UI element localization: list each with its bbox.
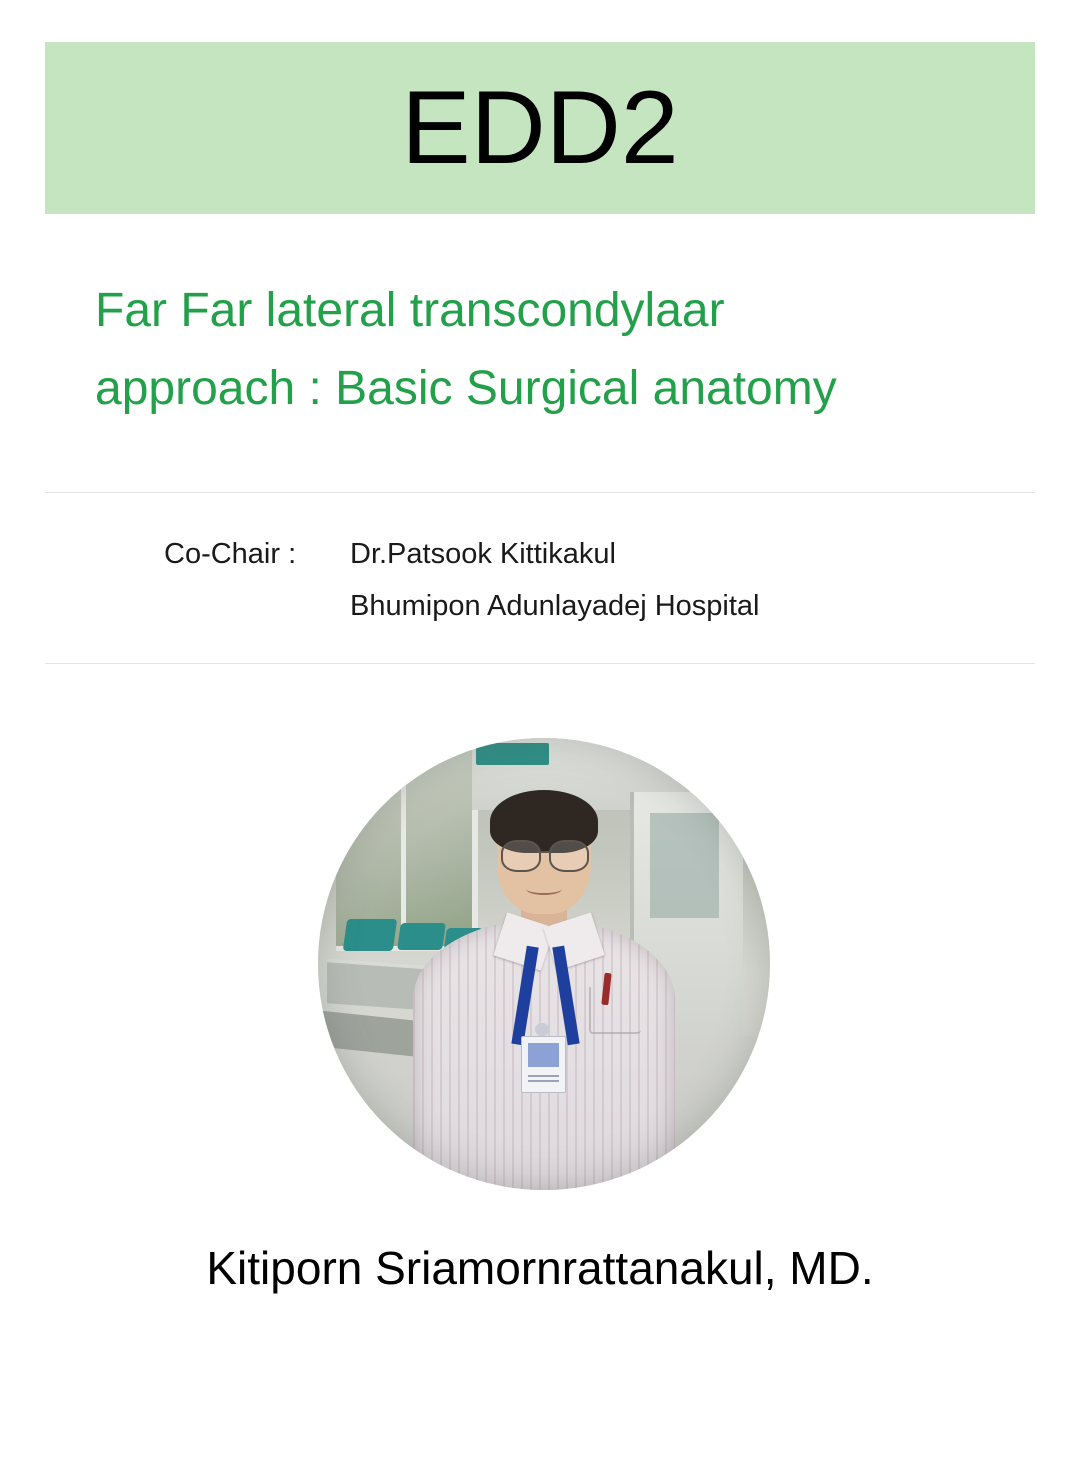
page-title-line-1: Far Far lateral transcondylaar [95, 284, 725, 337]
avatar [318, 738, 770, 1190]
divider-bottom [45, 663, 1035, 664]
cochair-name: Dr.Patsook Kittikakul [350, 538, 616, 570]
photo-vignette [318, 738, 770, 1190]
cochair-affiliation: Bhumipon Adunlayadej Hospital [350, 590, 760, 622]
cochair-label: Co-Chair : [164, 538, 297, 570]
session-code-banner [45, 42, 1035, 214]
divider-top [45, 492, 1035, 493]
session-code-text: EDD2 [401, 70, 679, 186]
page-title-line-2: approach : Basic Surgical anatomy [95, 362, 837, 415]
page-title [95, 272, 1025, 428]
presenter-name: Kitiporn Sriamornrattanakul, MD. [206, 1242, 874, 1294]
presenter-photo-container [318, 738, 770, 1190]
cochair-block [164, 528, 984, 632]
cochair-row [164, 528, 984, 580]
